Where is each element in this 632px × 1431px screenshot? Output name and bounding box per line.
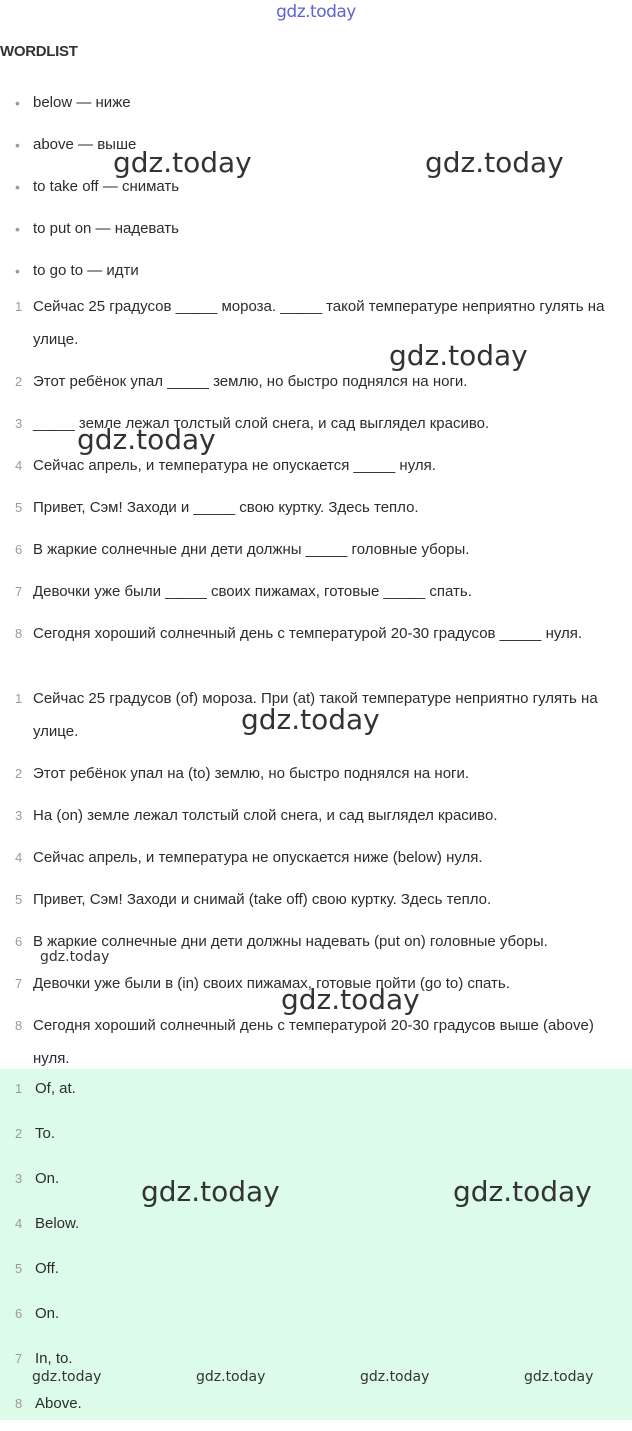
task-text: _____ земле лежал толстый слой снега, и сад выглядел красиво. (33, 415, 490, 432)
wordlist-entry: to go to — идти (33, 262, 139, 279)
answer-item (0, 1386, 632, 1431)
task-item (0, 613, 632, 655)
task-number: 4 (15, 458, 23, 473)
task-text: Сегодня хороший солнечный день с температурой 20-30 градусов _____ нуля. (33, 625, 583, 642)
watermark: gdz.today (524, 1369, 594, 1385)
task-number: 6 (15, 542, 23, 557)
answer-item (0, 1206, 632, 1251)
task-text: В жаркие солнечные дни дети должны _____ головные уборы. (33, 541, 470, 558)
task-item (0, 571, 632, 613)
task-text: Этот ребёнок упал _____ землю, но быстро поднялся на ноги. (33, 373, 468, 390)
bullet-icon: • (15, 137, 20, 153)
solution-text: Этот ребёнок упал на (to) землю, но быстро поднялся на ноги. (33, 765, 470, 782)
list-item (0, 82, 632, 124)
task-number: 3 (15, 416, 23, 431)
task-number: 2 (15, 374, 23, 389)
task-number: 1 (15, 299, 23, 314)
task-item (0, 361, 632, 403)
solution-text: Девочки уже были в (in) своих пижамах, готовые пойти (go to) спать. (33, 975, 510, 992)
task-text: Девочки уже были _____ своих пижамах, готовые _____ спать. (33, 583, 472, 600)
solution-text: Сегодня хороший солнечный день с температурой 20-30 градусов выше (above) нуля. (33, 1017, 594, 1067)
solution-number: 7 (15, 976, 23, 991)
bullet-icon: • (15, 179, 20, 195)
answer-text: Below. (35, 1215, 80, 1232)
answer-number: 1 (15, 1081, 23, 1096)
solution-item (0, 879, 632, 921)
task-text: Привет, Сэм! Заходи и _____ свою куртку. Здесь тепло. (33, 499, 419, 516)
answer-item (0, 1071, 632, 1116)
solution-text: На (on) земле лежал толстый слой снега, и сад выглядел красиво. (33, 807, 498, 824)
watermark: gdz.today (32, 1369, 102, 1385)
task-item (0, 487, 632, 529)
wordlist-entry: to take off — снимать (33, 178, 180, 195)
task-text: Сейчас 25 градусов _____ мороза. _____ такой температуре неприятно гулять на улице. (33, 298, 605, 348)
solution-number: 8 (15, 1018, 23, 1033)
bullet-icon: • (15, 221, 20, 237)
watermark: gdz.today (425, 146, 564, 179)
answer-number: 7 (15, 1351, 23, 1366)
answer-item (0, 1251, 632, 1296)
answer-item (0, 1296, 632, 1341)
answer-item (0, 1116, 632, 1161)
wordlist-entry: to put on — надевать (33, 220, 179, 237)
watermark: gdz.today (113, 146, 252, 179)
wordlist-entry: above — выше (33, 136, 137, 153)
wordlist-heading: WORDLIST (0, 43, 78, 60)
watermark: gdz.today (281, 983, 420, 1016)
answer-text: Above. (35, 1395, 82, 1412)
answer-number: 3 (15, 1171, 23, 1186)
answers-panel (0, 1069, 632, 1420)
site-logo[interactable]: gdz.today (276, 2, 356, 22)
solution-item (0, 753, 632, 795)
watermark: gdz.today (196, 1369, 266, 1385)
answer-text: Of, at. (35, 1080, 76, 1097)
answer-text: To. (35, 1125, 56, 1142)
solution-text: В жаркие солнечные дни дети должны надевать (put on) головные уборы. (33, 933, 548, 950)
watermark: gdz.today (141, 1175, 280, 1208)
task-text: Сейчас апрель, и температура не опускается _____ нуля. (33, 457, 436, 474)
solution-number: 5 (15, 892, 23, 907)
wordlist-entry: below — ниже (33, 94, 131, 111)
answer-number: 2 (15, 1126, 23, 1141)
answer-number: 8 (15, 1396, 23, 1411)
solution-text: Сейчас 25 градусов (of) мороза. При (at) такой температуре неприятно гулять на улице. (33, 690, 598, 740)
solution-list (0, 678, 632, 1080)
watermark: gdz.today (360, 1369, 430, 1385)
answer-text: On. (35, 1305, 60, 1322)
bullet-icon: • (15, 263, 20, 279)
wordlist (0, 82, 632, 292)
bullet-icon: • (15, 95, 20, 111)
watermark: gdz.today (241, 703, 380, 736)
answer-text: Off. (35, 1260, 59, 1277)
answer-text: On. (35, 1170, 60, 1187)
list-item (0, 208, 632, 250)
task-list (0, 286, 632, 655)
solution-item (0, 795, 632, 837)
answer-number: 6 (15, 1306, 23, 1321)
task-number: 5 (15, 500, 23, 515)
task-item (0, 286, 632, 361)
solution-text: Сейчас апрель, и температура не опускается ниже (below) нуля. (33, 849, 483, 866)
solution-number: 6 (15, 934, 23, 949)
solution-number: 3 (15, 808, 23, 823)
answer-text: In, to. (35, 1350, 73, 1367)
watermark: gdz.today (40, 949, 110, 965)
watermark: gdz.today (453, 1175, 592, 1208)
task-number: 7 (15, 584, 23, 599)
watermark: gdz.today (77, 423, 216, 456)
task-item (0, 529, 632, 571)
solution-number: 2 (15, 766, 23, 781)
solution-number: 4 (15, 850, 23, 865)
solution-number: 1 (15, 691, 23, 706)
task-number: 8 (15, 626, 23, 641)
solution-text: Привет, Сэм! Заходи и снимай (take off) свою куртку. Здесь тепло. (33, 891, 492, 908)
answer-number: 4 (15, 1216, 23, 1231)
watermark: gdz.today (389, 339, 528, 372)
answer-number: 5 (15, 1261, 23, 1276)
solution-item (0, 837, 632, 879)
